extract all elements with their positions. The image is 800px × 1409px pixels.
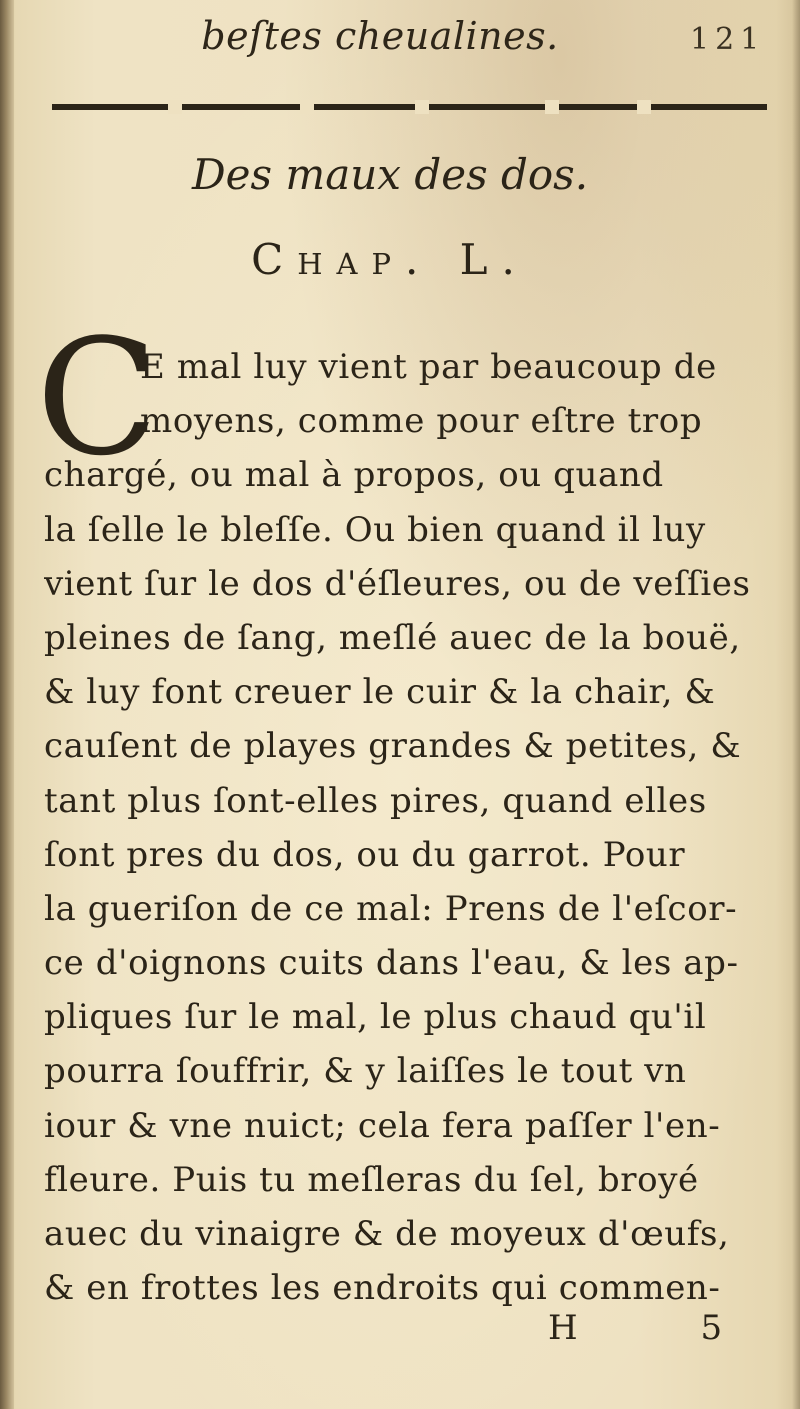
text-line: E mal luy vient par beaucoup de bbox=[140, 347, 717, 387]
text-line: cauſent de playes grandes & petites, & bbox=[44, 726, 742, 767]
text-line: & en frottes les endroits qui commen- bbox=[44, 1268, 721, 1309]
text-line: pleines de ſang, meſlé auec de la bouë, bbox=[44, 617, 741, 658]
text-line: moyens, comme pour eſtre trop bbox=[140, 401, 703, 442]
header-rule bbox=[52, 104, 767, 110]
running-head-title: beſtes cheualines. bbox=[201, 14, 559, 58]
page-number: 121 bbox=[690, 22, 766, 57]
text-line: & luy font creuer le cuir & la chair, & bbox=[44, 672, 716, 713]
signature-mark: H 5 bbox=[548, 1308, 779, 1348]
body-text bbox=[44, 340, 764, 1315]
text-line: chargé, ou mal à propos, ou quand bbox=[44, 455, 664, 496]
text-line: ſont pres du dos, ou du garrot. Pour bbox=[44, 834, 686, 875]
chapter-heading: Chap. L. bbox=[251, 235, 529, 284]
drop-cap-initial: C bbox=[36, 304, 159, 491]
text-line: fleure. Puis tu meſleras du ſel, broyé bbox=[44, 1159, 699, 1200]
text-line: auec du vinaigre & de moyeux d'œufs, bbox=[44, 1214, 730, 1254]
text-line: ce d'oignons cuits dans l'eau, & les ap- bbox=[44, 943, 739, 984]
text-line: la ſelle le bleſſe. Ou bien quand il luy bbox=[44, 509, 706, 550]
section-title: Des maux des dos. bbox=[191, 150, 589, 199]
text-line: tant plus ſont-elles pires, quand elles bbox=[44, 780, 707, 821]
page-edge-shadow bbox=[792, 0, 800, 1409]
text-line: pourra ſouffrir, & y laiſſes le tout vn bbox=[44, 1051, 687, 1092]
text-line: la gueriſon de ce mal: Prens de l'eſcor- bbox=[44, 888, 738, 929]
text-line: vient ſur le dos d'éſleures, ou de veſſies bbox=[44, 563, 751, 604]
text-line: iour & vne nuict; cela fera paſſer l'en- bbox=[44, 1105, 721, 1146]
binding-gutter bbox=[0, 0, 14, 1409]
text-line: pliques ſur le mal, le plus chaud qu'il bbox=[44, 997, 707, 1038]
